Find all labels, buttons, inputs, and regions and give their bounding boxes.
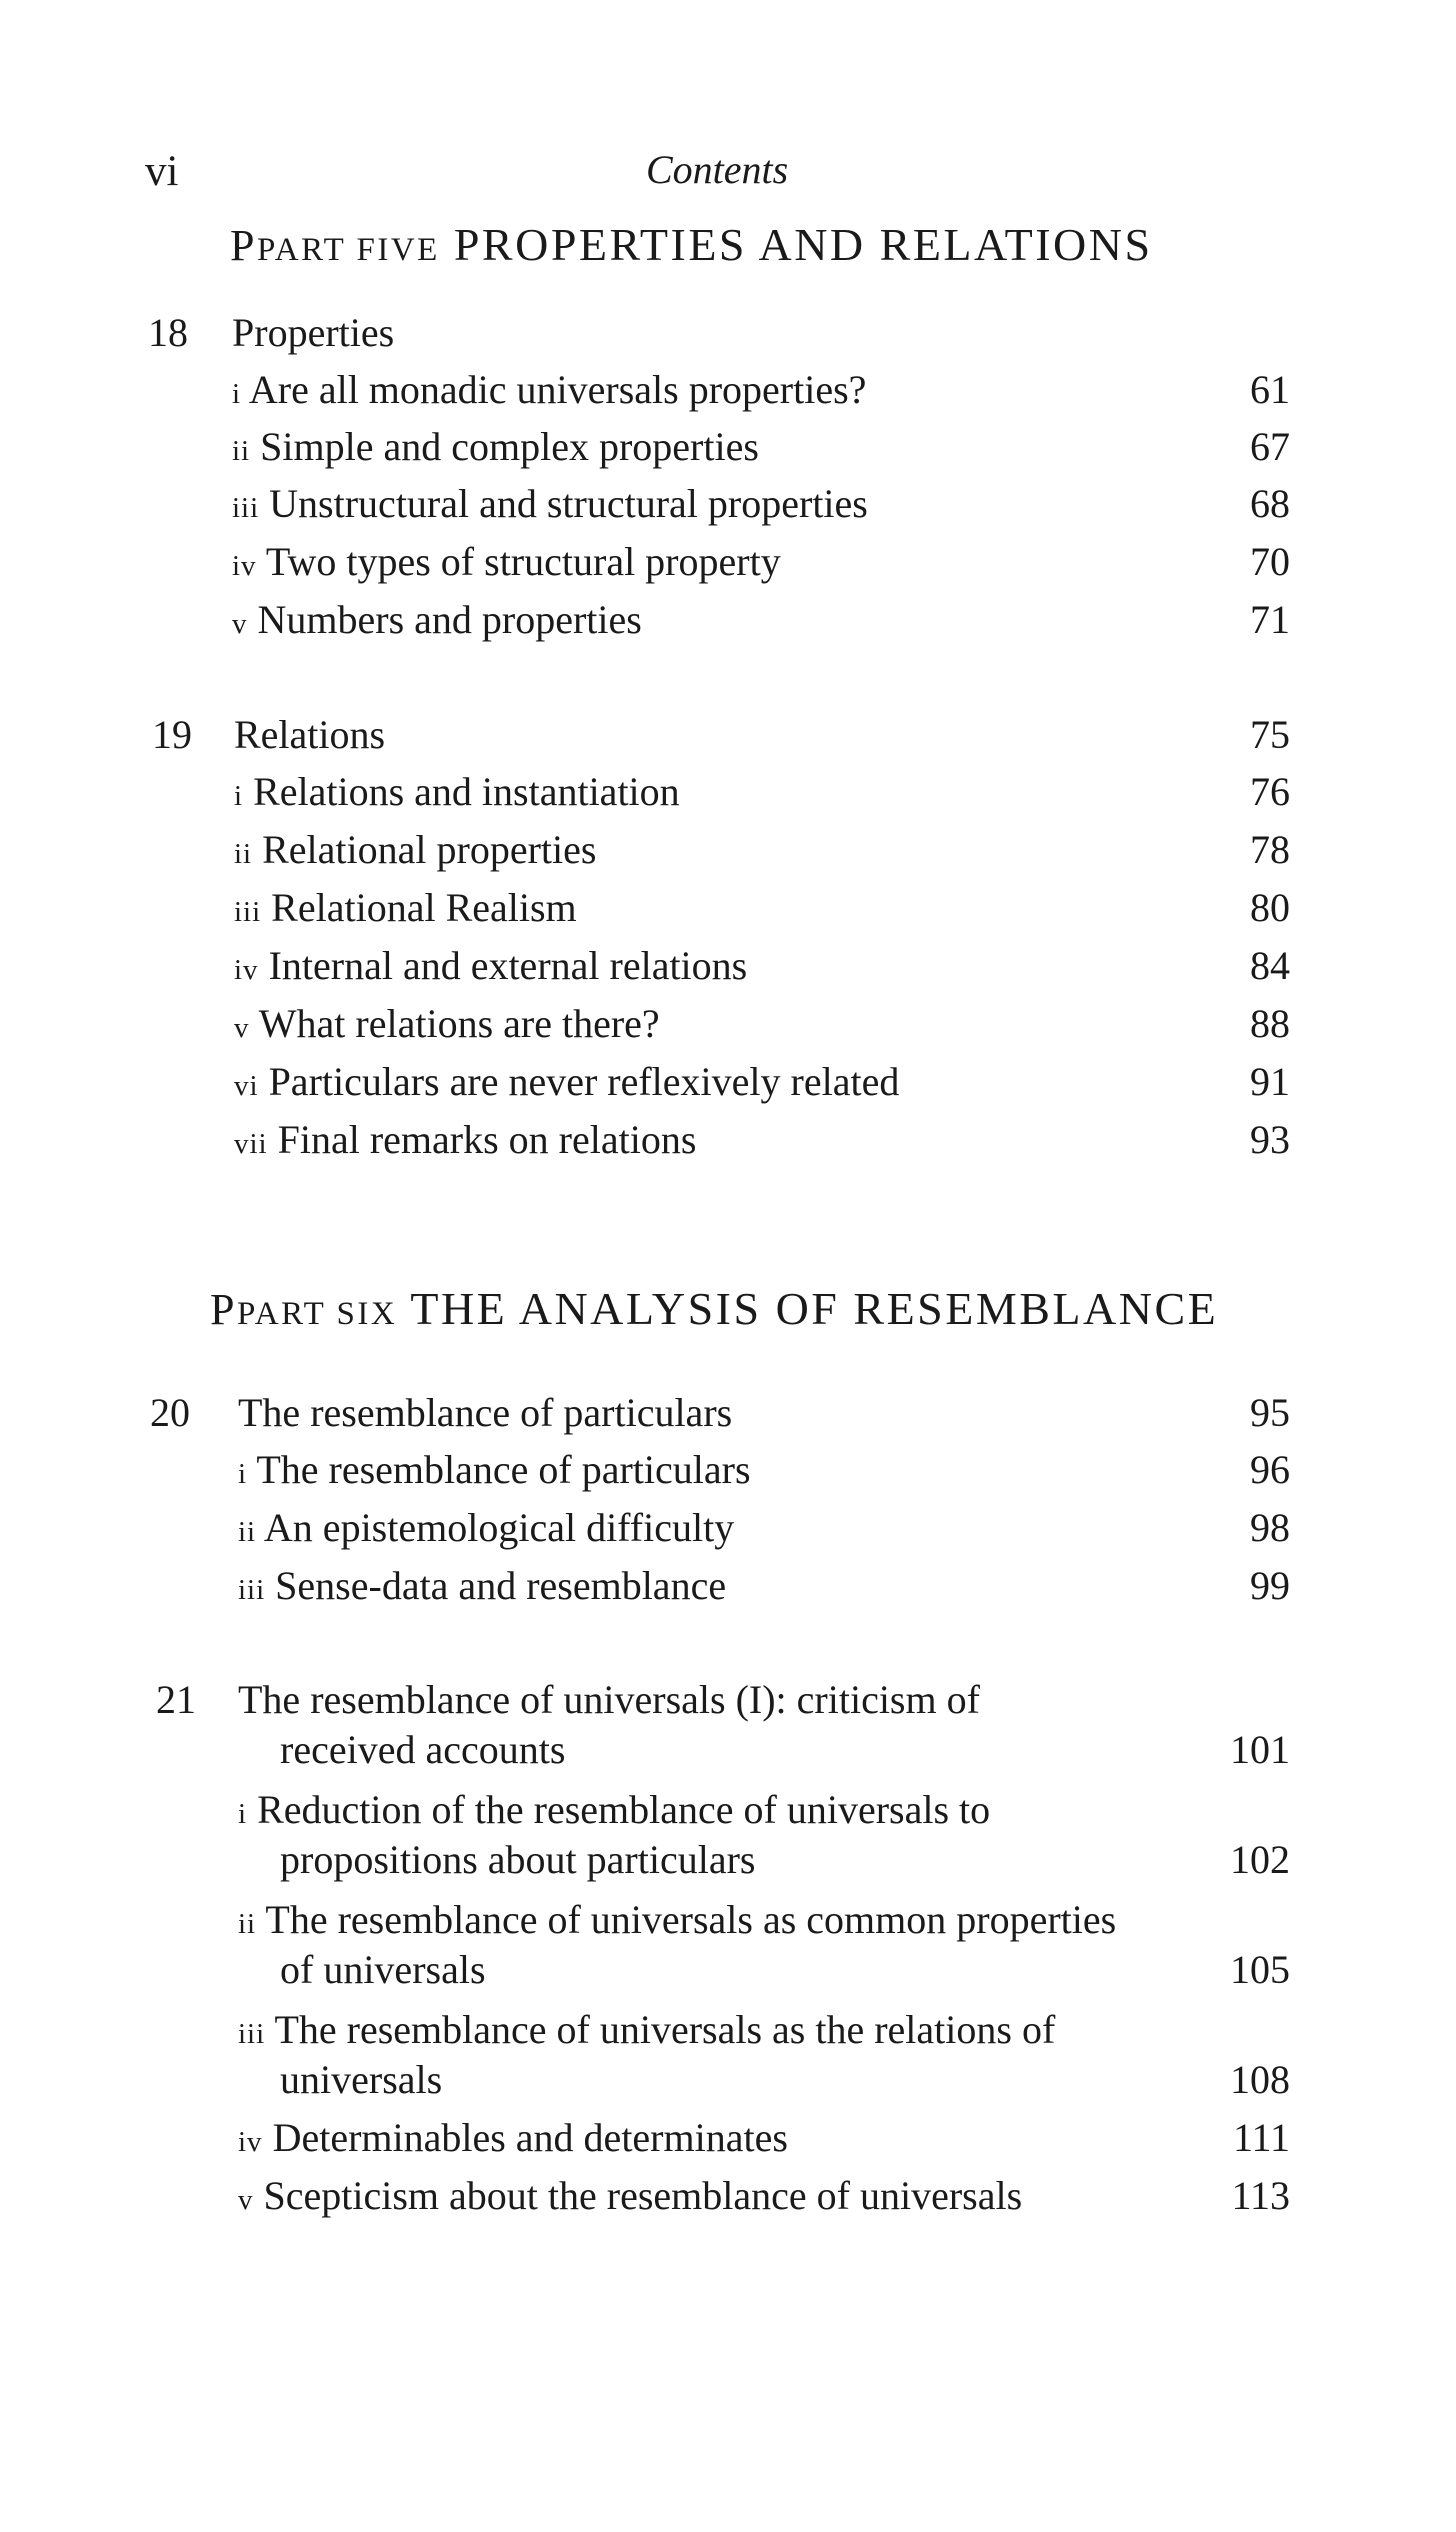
page-ref: 102 (1230, 1837, 1290, 1882)
page-ref: 99 (1250, 1563, 1290, 1608)
toc-section-continued: of universals (280, 1947, 486, 1992)
toc-section: iv Determinables and determinates (238, 2115, 788, 2160)
toc-section: i Reduction of the resemblance of universals to (238, 1787, 991, 1832)
page-ref: 105 (1230, 1947, 1290, 1992)
toc-section: iii The resemblance of universals as the relations of (238, 2007, 1056, 2052)
page-number: vi (145, 148, 179, 195)
page-ref: 75 (1250, 712, 1290, 757)
toc-section: iii Sense-data and resemblance (238, 1563, 727, 1608)
toc-section: i Relations and instantiation (234, 769, 680, 814)
toc-section-continued: propositions about particulars (280, 1837, 756, 1882)
page-ref: 113 (1231, 2173, 1290, 2218)
page-ref: 93 (1250, 1117, 1290, 1162)
part-six-heading: PPART SIX THE ANALYSIS OF RESEMBLANCE (210, 1283, 1219, 1334)
toc-section: iii Unstructural and structural properties (232, 481, 868, 526)
toc-section: iv Two types of structural property (232, 539, 781, 584)
page-ref: 80 (1250, 885, 1290, 930)
page-ref: 71 (1250, 597, 1290, 642)
toc-section: i The resemblance of particulars (238, 1447, 751, 1492)
page-ref: 76 (1250, 769, 1290, 814)
page-ref: 101 (1230, 1727, 1290, 1772)
toc-section: ii Simple and complex properties (232, 424, 759, 469)
chapter-number: 18 (148, 310, 188, 355)
page-ref: 68 (1250, 481, 1290, 526)
toc-section: ii Relational properties (234, 827, 597, 872)
page-ref: 88 (1250, 1001, 1290, 1046)
part-number: FIVE (356, 232, 440, 268)
chapter-title-continued: received accounts (280, 1727, 566, 1772)
part-label: PART (256, 232, 346, 268)
part-title: THE ANALYSIS OF RESEMBLANCE (410, 1283, 1219, 1334)
page-ref: 84 (1250, 943, 1290, 988)
chapter-title: Relations (234, 712, 386, 757)
toc-section: v What relations are there? (234, 1001, 660, 1046)
page-ref: 98 (1250, 1505, 1290, 1550)
part-label: PART (236, 1296, 326, 1332)
chapter-number: 21 (156, 1677, 196, 1722)
part-five-heading: PPART FIVE PROPERTIES AND RELATIONS (230, 219, 1153, 270)
page-ref: 111 (1232, 2115, 1290, 2160)
page-ref: 67 (1250, 424, 1290, 469)
part-title: PROPERTIES AND RELATIONS (453, 219, 1153, 270)
page-ref: 61 (1250, 367, 1290, 412)
running-title: Contents (646, 147, 789, 192)
toc-section: vi Particulars are never reflexively related (234, 1059, 900, 1104)
toc-section: ii An epistemological difficulty (238, 1505, 735, 1550)
chapter-title: Properties (232, 310, 395, 355)
toc-section: v Scepticism about the resemblance of universals (238, 2173, 1023, 2218)
page-ref: 96 (1250, 1447, 1290, 1492)
toc-section: vii Final remarks on relations (234, 1117, 697, 1162)
page-ref: 95 (1250, 1390, 1290, 1435)
page-ref: 91 (1250, 1059, 1290, 1104)
page-ref: 78 (1250, 827, 1290, 872)
chapter-number: 19 (152, 712, 192, 757)
chapter-title: The resemblance of particulars (238, 1390, 733, 1435)
toc-section: i Are all monadic universals properties? (232, 367, 867, 412)
toc-section: v Numbers and properties (232, 597, 642, 642)
part-number: SIX (336, 1296, 398, 1332)
chapter-title: The resemblance of universals (I): criticism of (238, 1677, 980, 1722)
page-ref: 70 (1250, 539, 1290, 584)
toc-section: ii The resemblance of universals as common properties (238, 1897, 1117, 1942)
toc-section: iii Relational Realism (234, 885, 577, 930)
page-ref: 108 (1230, 2057, 1290, 2102)
toc-section: iv Internal and external relations (234, 943, 748, 988)
toc-section-continued: universals (280, 2057, 443, 2102)
chapter-number: 20 (150, 1390, 190, 1435)
